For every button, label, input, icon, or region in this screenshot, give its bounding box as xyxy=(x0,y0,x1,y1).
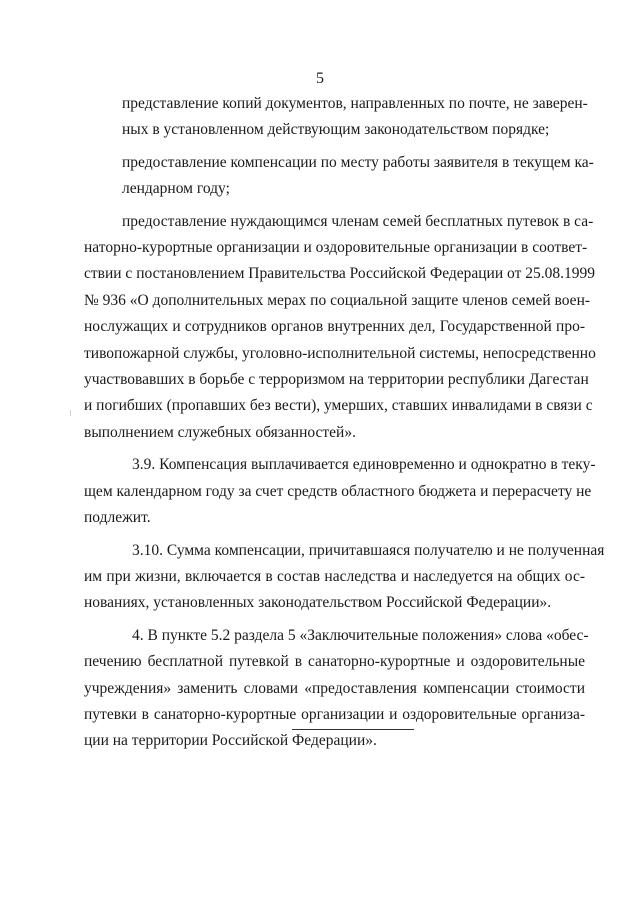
text-line: 4. В пункте 5.2 раздела 5 «Заключительные положения» слова «обес- xyxy=(132,626,589,644)
text-line: № 936 «О дополнительных мерах по социальной защите членов семей воен- xyxy=(84,291,591,309)
page-number: 5 xyxy=(316,70,324,87)
text-line: щем календарном году за счет средств областного бюджета и перерасчету не xyxy=(84,482,592,500)
text-line: ствии с постановлением Правительства Российской Федерации от 25.08.1999 xyxy=(84,265,595,283)
text-line: нослужащих и сотрудников органов внутренних дел, Государственной про- xyxy=(84,318,585,336)
text-line: 3.9. Компенсация выплачивается единовременно и однократно в теку- xyxy=(132,456,596,474)
paragraph-3-10 xyxy=(84,538,605,617)
text-line: участвовавших в борьбе с терроризмом на территории республики Дагестан xyxy=(84,371,589,389)
text-line: ных в установленном действующим законодательством порядке; xyxy=(122,121,550,139)
text-line: нованиях, установленных законодательством Российской Федерации». xyxy=(84,594,552,612)
text-line: тивопожарной службы, уголовно-исполнительной системы, непосредственно xyxy=(84,344,596,362)
text-line: выполнением служебных обязанностей». xyxy=(84,423,356,441)
text-line: учреждения» заменить словами «предоставления компенсации стоимости xyxy=(84,679,585,697)
paragraph-4 xyxy=(84,623,589,755)
document-body xyxy=(84,91,605,755)
text-line: наторно-курортные организации и оздоровительные организации в соответ- xyxy=(84,239,588,257)
scan-speck xyxy=(70,410,71,416)
paragraph-compensation-workplace xyxy=(122,150,594,203)
text-line: им при жизни, включается в состав наследства и наследуется на общих ос- xyxy=(84,567,585,585)
text-line: ции на территории Российской Федерации». xyxy=(84,732,377,750)
paragraph-documents-copies xyxy=(122,91,588,144)
paragraph-free-vouchers xyxy=(84,209,596,447)
text-line: и погибших (пропавших без вести), умерших, ставших инвалидами в связи с xyxy=(84,397,593,415)
paragraph-3-9 xyxy=(84,452,596,531)
text-line: предоставление нуждающимся членам семей бесплатных путевок в са- xyxy=(122,212,594,230)
text-line: предоставление компенсации по месту работы заявителя в текущем ка- xyxy=(122,153,594,171)
text-line: 3.10. Сумма компенсации, причитавшаяся получателю и не полученная xyxy=(132,541,605,559)
text-line: подлежит. xyxy=(84,509,151,527)
text-line: представление копий документов, направленных по почте, не заверен- xyxy=(122,95,588,112)
end-separator-line xyxy=(292,729,414,730)
text-line: лендарном году; xyxy=(122,180,230,198)
text-line: печению бесплатной путевкой в санаторно-курортные и оздоровительные xyxy=(84,653,585,671)
text-line: путевки в санаторно-курортные организации и оздоровительные организа- xyxy=(84,705,585,723)
